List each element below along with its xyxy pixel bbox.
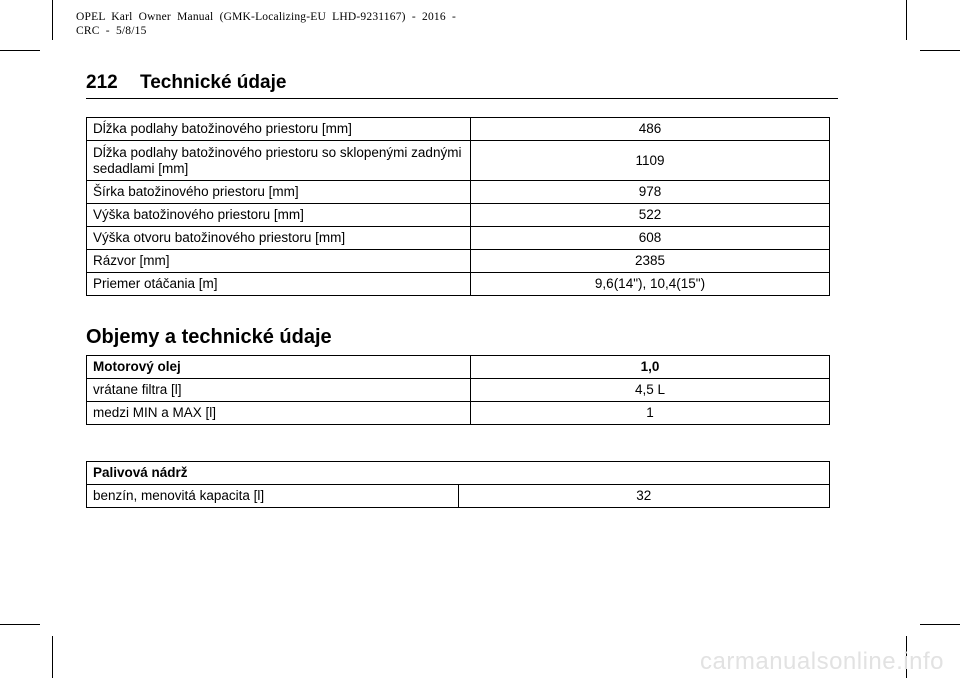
page-title: Technické údaje [140,72,287,93]
crop-mark [920,50,960,51]
table-row [87,141,830,181]
row-label: Dĺžka podlahy batožinového priestoru [mm] [87,118,471,141]
section-title: Objemy a technické údaje [86,326,332,348]
table-row [87,118,830,141]
dimensions-table [86,117,830,296]
row-label: Šírka batožinového priestoru [mm] [87,181,471,204]
row-value: 608 [471,227,830,250]
page-number: 212 [86,72,118,93]
row-value: 978 [471,181,830,204]
fuel-table [86,461,830,508]
watermark: carmanualsonline.info [700,648,944,675]
row-value: 522 [471,204,830,227]
row-label: Rázvor [mm] [87,250,471,273]
crop-mark [0,50,40,51]
table-row [87,402,830,425]
table-row [87,485,830,508]
row-label: Dĺžka podlahy batožinového priestoru so sklopenými zadnými sedadlami [mm] [87,141,471,181]
row-label: benzín, menovitá kapacita [l] [87,485,459,508]
row-label: Priemer otáčania [m] [87,273,471,296]
row-value: 4,5 L [471,379,830,402]
table-header: Palivová nádrž [87,462,830,485]
table-header-row [87,356,830,379]
table-row [87,379,830,402]
print-job-header: OPEL Karl Owner Manual (GMK-Localizing-EU LHD-9231167) - 2016 - CRC - 5/8/15 [76,11,456,37]
row-value: 1,0 [471,356,830,379]
crop-mark [0,624,40,625]
table-row [87,273,830,296]
row-label: Výška batožinového priestoru [mm] [87,204,471,227]
row-value: 486 [471,118,830,141]
crop-mark [52,636,53,678]
crop-mark [52,0,53,40]
oil-table [86,355,830,425]
heading-rule [86,98,838,99]
crop-mark [920,624,960,625]
table-row [87,250,830,273]
page-heading [86,72,286,94]
table-row [87,204,830,227]
row-label: Výška otvoru batožinového priestoru [mm] [87,227,471,250]
crop-mark [906,0,907,40]
row-value: 32 [458,485,830,508]
row-label: medzi MIN a MAX [l] [87,402,471,425]
row-value: 9,6(14"), 10,4(15") [471,273,830,296]
row-value: 2385 [471,250,830,273]
table-row [87,227,830,250]
row-value: 1109 [471,141,830,181]
table-row [87,181,830,204]
row-label: vrátane filtra [l] [87,379,471,402]
table-header-row [87,462,830,485]
row-value: 1 [471,402,830,425]
row-label: Motorový olej [87,356,471,379]
